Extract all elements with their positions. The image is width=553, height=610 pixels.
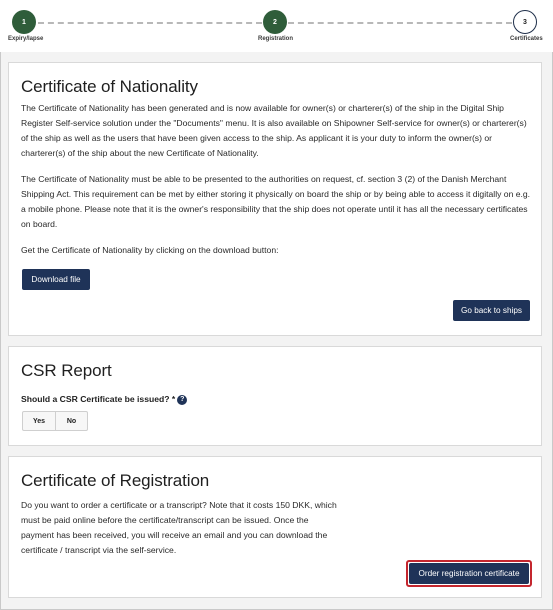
step-2-circle[interactable] xyxy=(263,10,287,34)
download-file-button[interactable]: Download file xyxy=(22,269,90,290)
csr-card xyxy=(8,346,542,446)
step-3-label: Certificates xyxy=(510,36,543,42)
nationality-paragraph-3: Get the Certificate of Nationality by clicking on the download button: xyxy=(21,245,279,255)
registration-card xyxy=(8,456,542,598)
nationality-paragraph-2: The Certificate of Nationality must be able to be presented to the authorities on request, cf. section 3 (2) of the Danish Merchant Shipping Act. This requirement can be met by either storing it physically on board the ship or by being able to access it digitally on e.g. a mobile phone. Please note that it is the owner's responsibility that the ship does not operate until it has all the necessary certificates on board. xyxy=(21,174,531,229)
nationality-title: Certificate of Nationality xyxy=(21,77,198,96)
csr-question-label: Should a CSR Certificate be issued? * xyxy=(21,394,176,404)
step-2-label: Registration xyxy=(258,36,294,42)
step-1-circle[interactable] xyxy=(12,10,36,34)
csr-yes-button[interactable]: Yes xyxy=(32,417,46,425)
step-3-number: 3 xyxy=(523,18,527,26)
step-connector-1 xyxy=(38,22,262,24)
csr-question xyxy=(21,394,187,405)
step-3-circle[interactable] xyxy=(513,10,537,34)
nationality-card xyxy=(8,62,542,336)
registration-title: Certificate of Registration xyxy=(21,471,210,490)
question-circle-icon[interactable]: ? xyxy=(177,395,187,405)
step-1-number: 1 xyxy=(22,18,26,26)
step-connector-2 xyxy=(288,22,512,24)
progress-stepper xyxy=(0,0,553,52)
csr-title: CSR Report xyxy=(21,361,112,380)
csr-no-button[interactable]: No xyxy=(55,412,87,430)
step-1-label: Expiry/lapse xyxy=(8,36,44,42)
step-2-number: 2 xyxy=(273,18,277,26)
nationality-paragraph-1: The Certificate of Nationality has been generated and is now available for owner(s) or charterer(s) of the ship in the Digital Ship Register Self-service solution under the "Documents" menu. It is also available on Shipowner Self-service for owner(s) or charterer(s) of the ship as well as the users that have been given access to the ship. As applicant it is your duty to inform the owner(s) or charterer(s) of the ship about the new Certificate of Nationality. xyxy=(21,103,527,158)
registration-paragraph: Do you want to order a certificate or a transcript? Note that it costs 150 DKK, which must be paid online before the certificate/transcript can be issued. Once the payment has been received, you will receive an email and you can download the certificate / transcript via the self-service. xyxy=(21,500,337,555)
order-registration-certificate-button[interactable]: Order registration certificate xyxy=(409,563,529,584)
csr-yes-no-toggle xyxy=(22,411,88,431)
go-back-to-ships-button[interactable]: Go back to ships xyxy=(453,300,530,321)
